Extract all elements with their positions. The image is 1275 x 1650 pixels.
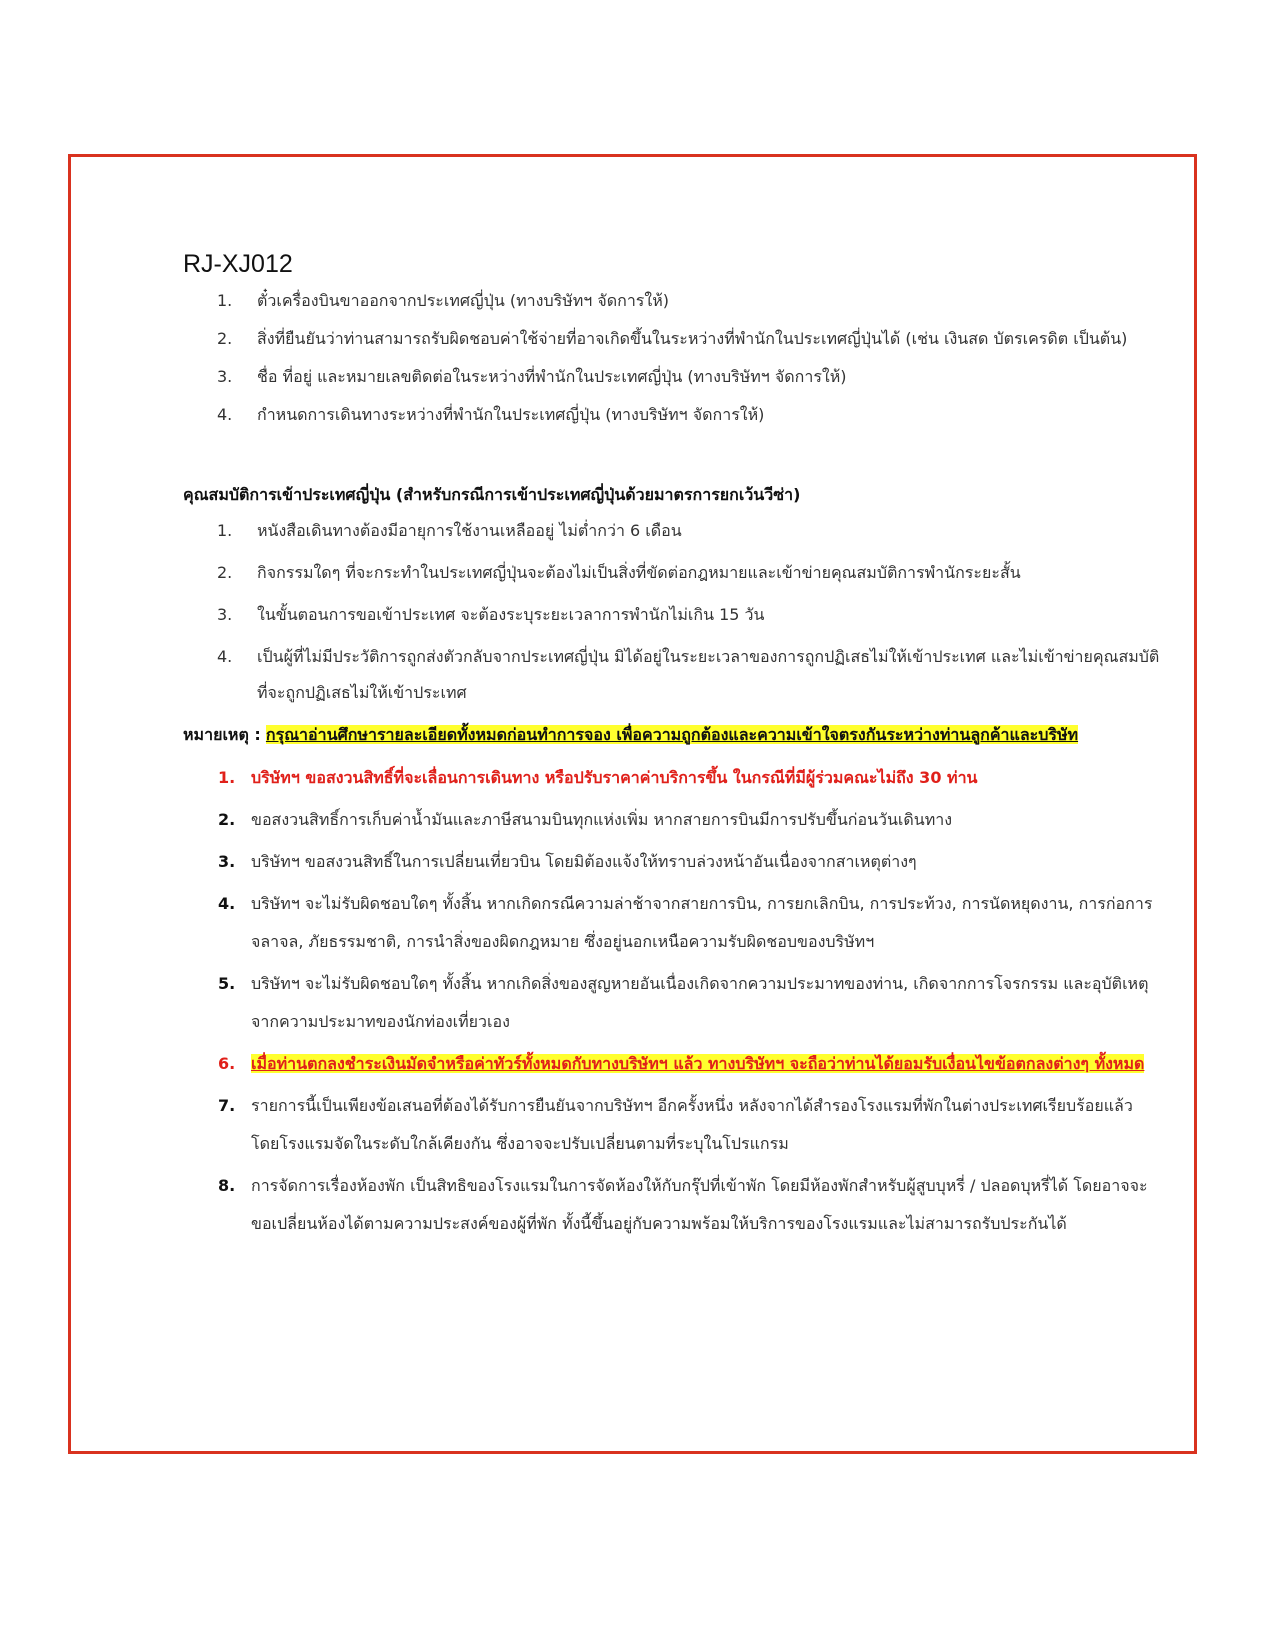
list-item — [183, 1167, 1163, 1243]
list-item — [183, 1087, 1163, 1163]
note — [183, 717, 1163, 753]
item-number: 1. — [217, 291, 233, 310]
item-number: 2. — [217, 329, 233, 348]
item-text: การจัดการเรื่องห้องพัก เป็นสิทธิของโรงแรมในการจัดห้องให้กับกรุ๊ปที่เข้าพัก โดยมีห้องพักสำหรับผู้สูบบุหรี่ / ปลอดบุหรี่ได้ โดยอาจจะขอเปลี่ยนห้องได้ตามความประสงค์ของผู้ที่พัก ทั้งนี้ขึ้นอยู่กับความพร้อมให้บริการของโรงแรมและไม่สามารถรับประกันได้ — [251, 1176, 1148, 1233]
list-item — [183, 885, 1163, 961]
item-text: เป็นผู้ที่ไม่มีประวัติการถูกส่งตัวกลับจากประเทศญี่ปุ่น มิได้อยู่ในระยะเวลาของการถูกปฏิเสธไม่ให้เข้าประเทศ และไม่เข้าข่ายคุณสมบัติที่จะถูกปฏิเสธไม่ให้เข้าประเทศ — [257, 647, 1160, 702]
item-text: รายการนี้เป็นเพียงข้อเสนอที่ต้องได้รับการยืนยันจากบริษัทฯ อีกครั้งหนึ่ง หลังจากได้สำรองโรงแรมที่พักในต่างประเทศเรียบร้อยแล้ว โดยโรงแรมจัดในระดับใกล้เคียงกัน ซึ่งอาจจะปรับเปลี่ยนตามที่ระบุในโปรแกรม — [251, 1096, 1133, 1153]
tour-code: RJ-XJ012 — [183, 250, 293, 278]
item-number: 2. — [218, 810, 236, 829]
item-number: 4. — [218, 894, 236, 913]
list-item — [183, 397, 1163, 433]
item-text: ชื่อ ที่อยู่ และหมายเลขติดต่อในระหว่างที่พำนักในประเทศญี่ปุ่น (ทางบริษัทฯ จัดการให้) — [257, 367, 847, 386]
highlighted-text: เมื่อท่านตกลงชำระเงินมัดจำหรือค่าทัวร์ทั้งหมดกับทางบริษัทฯ แล้ว ทางบริษัทฯ จะถือว่าท่านได้ยอมรับเงื่อนไขข้อตกลงต่างๆ ทั้งหมด — [251, 1054, 1145, 1073]
list-item — [183, 965, 1163, 1041]
requirements-list — [183, 283, 1163, 433]
conditions-list — [183, 759, 1163, 1243]
item-number: 3. — [217, 367, 233, 386]
item-text: ในขั้นตอนการขอเข้าประเทศ จะต้องระบุระยะเวลาการพำนักไม่เกิน 15 วัน — [257, 605, 765, 624]
item-number: 1. — [217, 521, 233, 540]
item-number: 3. — [218, 852, 236, 871]
item-text: บริษัทฯ จะไม่รับผิดชอบใดๆ ทั้งสิ้น หากเกิดสิ่งของสูญหายอันเนื่องเกิดจากความประมาทของท่าน, เกิดจากการโจรกรรม และอุบัติเหตุจากความประมาทของนักท่องเที่ยวเอง — [251, 974, 1149, 1031]
item-number: 3. — [217, 605, 233, 624]
item-number: 7. — [218, 1096, 236, 1115]
list-item — [183, 1045, 1163, 1083]
list-item — [183, 597, 1163, 633]
item-text: บริษัทฯ จะไม่รับผิดชอบใดๆ ทั้งสิ้น หากเกิดกรณีความล่าช้าจากสายการบิน, การยกเลิกบิน, การประท้วง, การนัดหยุดงาน, การก่อการจลาจล, ภัยธรรมชาติ, การนำสิ่งของผิดกฎหมาย ซึ่งอยู่นอกเหนือความรับผิดชอบของบริษัทฯ — [251, 894, 1153, 951]
item-text: หนังสือเดินทางต้องมีอายุการใช้งานเหลืออยู่ ไม่ต่ำกว่า 6 เดือน — [257, 521, 682, 540]
list-item — [183, 359, 1163, 395]
list-item — [183, 801, 1163, 839]
item-number: 1. — [218, 768, 236, 787]
item-text: สิ่งที่ยืนยันว่าท่านสามารถรับผิดชอบค่าใช้จ่ายที่อาจเกิดขึ้นในระหว่างที่พำนักในประเทศญี่ปุ่นได้ (เช่น เงินสด บัตรเครดิต เป็นต้น) — [257, 329, 1128, 348]
list-item — [183, 321, 1163, 357]
item-number: 4. — [217, 405, 233, 424]
item-number: 6. — [218, 1054, 236, 1073]
item-text: ตั๋วเครื่องบินขาออกจากประเทศญี่ปุ่น (ทางบริษัทฯ จัดการให้) — [257, 291, 669, 310]
note-label: หมายเหตุ : — [183, 725, 261, 744]
item-text: บริษัทฯ ขอสงวนสิทธิ์ในการเปลี่ยนเที่ยวบิน โดยมิต้องแจ้งให้ทราบล่วงหน้าอันเนื่องจากสาเหตุต่างๆ — [251, 852, 917, 871]
list-item — [183, 759, 1163, 797]
list-item — [183, 513, 1163, 549]
document-frame — [68, 154, 1197, 1454]
item-text: กำหนดการเดินทางระหว่างที่พำนักในประเทศญี่ปุ่น (ทางบริษัทฯ จัดการให้) — [257, 405, 765, 424]
list-item — [183, 639, 1163, 711]
item-text: บริษัทฯ ขอสงวนสิทธิ์ที่จะเลื่อนการเดินทาง หรือปรับราคาค่าบริการขึ้น ในกรณีที่มีผู้ร่วมคณะไม่ถึง 30 ท่าน — [251, 768, 978, 787]
item-text: ขอสงวนสิทธิ์การเก็บค่าน้ำมันและภาษีสนามบินทุกแห่งเพิ่ม หากสายการบินมีการปรับขึ้นก่อนวันเดินทาง — [251, 810, 953, 829]
item-text — [251, 1045, 1163, 1083]
note-highlight-text: กรุณาอ่านศึกษารายละเอียดทั้งหมดก่อนทำการจอง เพื่อความถูกต้องและความเข้าใจตรงกันระหว่างท่านลูกค้าและบริษัท — [265, 725, 1079, 744]
item-number: 2. — [217, 563, 233, 582]
list-item — [183, 555, 1163, 591]
document-content — [183, 249, 1163, 1247]
list-item — [183, 283, 1163, 319]
item-number: 4. — [217, 647, 233, 666]
list-item — [183, 843, 1163, 881]
qualification-heading: คุณสมบัติการเข้าประเทศญี่ปุ่น (สำหรับกรณีการเข้าประเทศญี่ปุ่นด้วยมาตรการยกเว้นวีซ่า) — [183, 485, 801, 504]
item-text: กิจกรรมใดๆ ที่จะกระทำในประเทศญี่ปุ่นจะต้องไม่เป็นสิ่งที่ขัดต่อกฎหมายและเข้าข่ายคุณสมบัติการพำนักระยะสั้น — [257, 563, 1021, 582]
item-number: 5. — [218, 974, 236, 993]
item-number: 8. — [218, 1176, 236, 1195]
qualifications-list — [183, 513, 1163, 711]
